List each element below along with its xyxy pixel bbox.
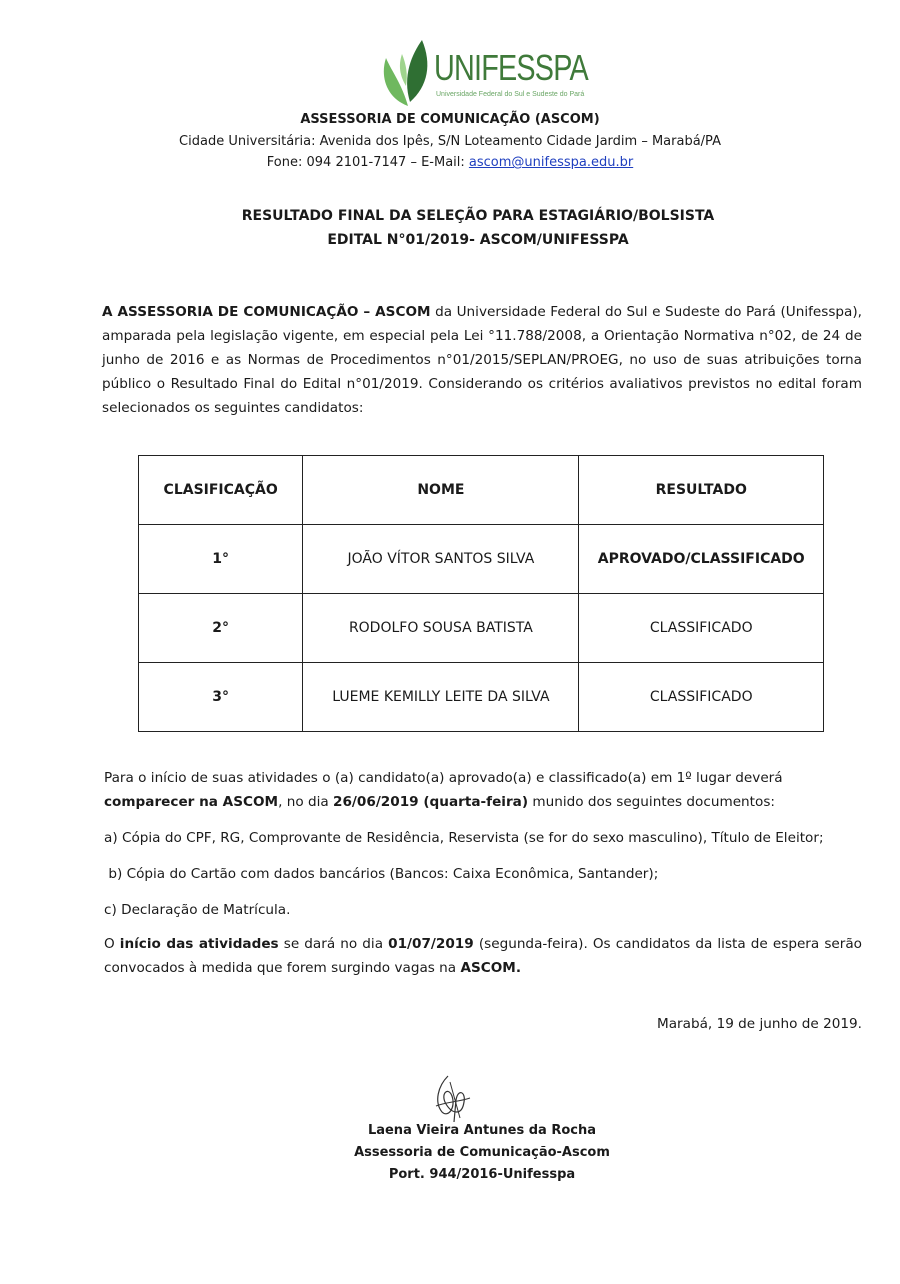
table-row [139,525,824,594]
row-name: JOÃO VÍTOR SANTOS SILVA [303,525,579,594]
row-result: APROVADO/CLASSIFICADO [579,525,824,594]
instr-text: Para o início de suas atividades o (a) candidato(a) aprovado(a) e classificado(a) em 1º lugar deverá [104,770,783,786]
office-name: ASSESSORIA DE COMUNICAÇÃO (ASCOM) [300,112,600,127]
office-contact [0,155,900,170]
intro-paragraph [102,300,862,420]
brand-name: UNIFESSPA [434,47,588,88]
start-bold-ascom: ASCOM. [460,960,521,976]
document-item-b: b) Cópia do Cartão com dados bancários (Bancos: Caixa Econômica, Santander); [104,866,659,882]
start-text: O [104,936,120,952]
start-bold-date: 01/07/2019 [388,936,474,952]
document-edital: EDITAL N°01/2019- ASCOM/UNIFESSPA [327,232,629,248]
header-name: NOME [303,456,579,525]
instructions-paragraph [104,766,862,814]
instr-bold-place: comparecer na ASCOM [104,794,279,810]
row-rank: 3° [139,663,303,732]
start-paragraph [104,932,862,980]
row-rank: 2° [139,594,303,663]
intro-body: da Universidade Federal do Sul e Sudeste do Pará (Unifesspa), amparada pela legislação vigente, em especial pela Lei °11.788/2008, a Orientação Normativa n°02, de 24 de junho de 2016 e as Normas de Procedimentos n°01/2015/SEPLAN/PROEG, no uso de suas atribuições torna público o Resultado Final do Edital n°01/2019. Considerando os critérios avaliativos previstos no edital foram selecionados os seguintes candidatos: [102,304,862,416]
row-rank: 1° [139,525,303,594]
signature-block [32,1120,900,1186]
table-row [139,663,824,732]
row-result: CLASSIFICADO [579,663,824,732]
start-bold: início das atividades [119,936,279,952]
document-item-a: a) Cópia do CPF, RG, Comprovante de Residência, Reservista (se for do sexo masculino), Título de Eleitor; [104,830,824,846]
signer-role: Assessoria de Comunicação-Ascom [354,1145,610,1160]
row-result: CLASSIFICADO [579,594,824,663]
office-address: Cidade Universitária: Avenida dos Ipês, S/N Loteamento Cidade Jardim – Marabá/PA [179,134,721,149]
instr-text: , no dia [278,794,334,810]
dateline: Marabá, 19 de junho de 2019. [656,1016,862,1032]
brand-subtitle: Universidade Federal do Sul e Sudeste do Pará [436,91,585,98]
document-title: RESULTADO FINAL DA SELEÇÃO PARA ESTAGIÁRIO/BOLSISTA [241,208,715,224]
phone-text: Fone: 094 2101-7147 – E-Mail: [266,155,469,170]
document-item-c: c) Declaração de Matrícula. [104,902,291,918]
instr-text: munido dos seguintes documentos: [528,794,775,810]
row-name: LUEME KEMILLY LEITE DA SILVA [303,663,579,732]
leaf-logo-icon [378,36,438,108]
start-text: se dará no dia [278,936,389,952]
header-classification: CLASIFICAÇÃO [139,456,303,525]
table-header-row [139,456,824,525]
signer-name: Laena Vieira Antunes da Rocha [367,1123,597,1138]
email-link[interactable]: ascom@unifesspa.edu.br [468,155,634,170]
instr-bold-date: 26/06/2019 (quarta-feira) [333,794,529,810]
unifesspa-logo [378,36,588,108]
header-result: RESULTADO [579,456,824,525]
start-text: (segunda-feira). Os candidatos da lista de espera serão convocados à medida que forem surgindo vagas na [104,936,862,976]
signer-port: Port. 944/2016-Unifesspa [388,1167,576,1182]
row-name: RODOLFO SOUSA BATISTA [303,594,579,663]
table-row [139,594,824,663]
handwritten-signature-icon [426,1072,476,1124]
results-table [138,455,824,732]
intro-lead: A ASSESSORIA DE COMUNICAÇÃO – ASCOM [102,304,431,320]
